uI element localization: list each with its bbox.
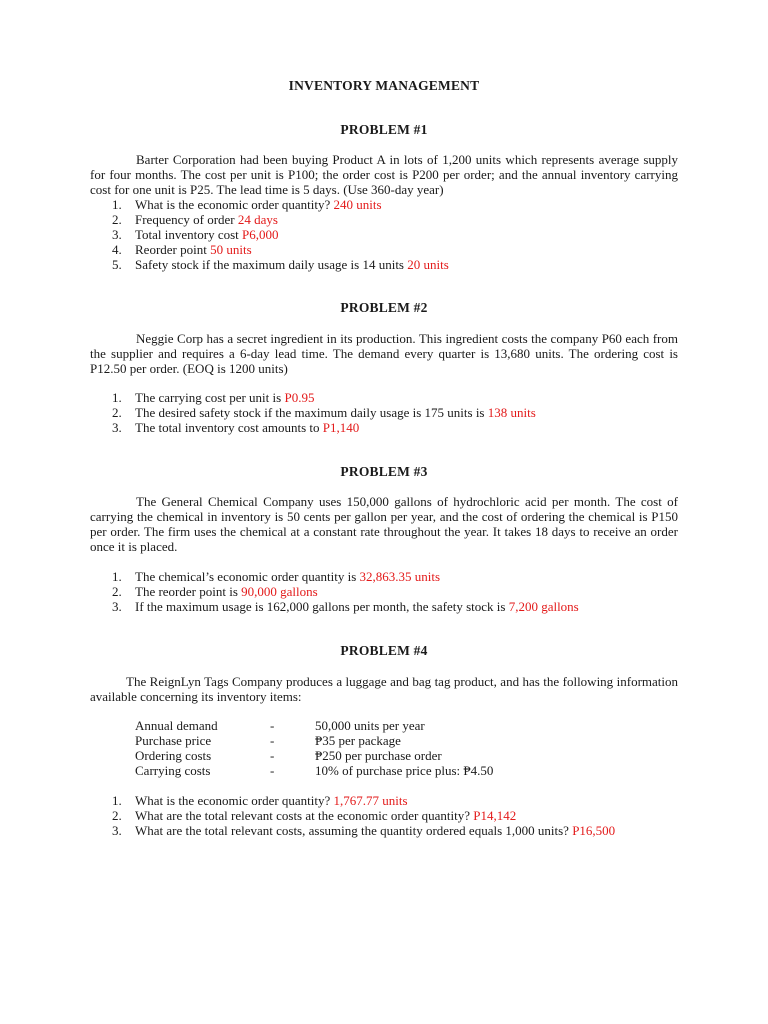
answer-text: 50 units: [210, 242, 252, 257]
item-number: 1.: [112, 390, 122, 405]
list-item: [90, 420, 678, 435]
problem-1-heading: PROBLEM #1: [340, 122, 428, 137]
problem-1-questions: [90, 197, 678, 272]
document-page: [90, 0, 678, 1024]
question-text: The chemical’s economic order quantity is: [135, 569, 360, 584]
answer-text: 24 days: [237, 212, 278, 227]
info-dash: -: [270, 763, 275, 778]
problem-2-heading: PROBLEM #2: [340, 300, 428, 315]
info-value: ₱250 per purchase order: [315, 748, 442, 763]
list-item: [90, 793, 678, 808]
info-label: Ordering costs: [135, 748, 212, 763]
item-number: 2.: [112, 212, 122, 227]
question-text: If the maximum usage is 162,000 gallons per month, the safety stock is: [135, 599, 509, 614]
info-dash: -: [270, 718, 275, 733]
question-text: Frequency of order: [135, 212, 238, 227]
list-item: [90, 242, 678, 257]
list-item: [90, 197, 678, 212]
info-label: Carrying costs: [135, 763, 211, 778]
item-number: 3.: [112, 599, 122, 614]
list-item: [90, 405, 678, 420]
answer-text: 240 units: [333, 197, 382, 212]
answer-text: P1,140: [322, 420, 360, 435]
item-number: 4.: [112, 242, 122, 257]
answer-text: P6,000: [242, 227, 279, 242]
answer-text: 7,200 gallons: [508, 599, 579, 614]
info-value: 10% of purchase price plus: ₱4.50: [315, 763, 494, 778]
answer-text: P0.95: [284, 390, 315, 405]
document-title: INVENTORY MANAGEMENT: [288, 78, 480, 93]
answer-text: P14,142: [473, 808, 517, 823]
question-text: What are the total relevant costs at the economic order quantity?: [135, 808, 474, 823]
question-text: What are the total relevant costs, assuming the quantity ordered equals 1,000 units?: [135, 823, 573, 838]
info-dash: -: [270, 748, 275, 763]
list-item: [90, 569, 678, 584]
answer-text: 90,000 gallons: [241, 584, 318, 599]
answer-text: 138 units: [487, 405, 536, 420]
list-item: [90, 808, 678, 823]
answer-text: 32,863.35 units: [359, 569, 441, 584]
problem-1-paragraph: Barter Corporation had been buying Product A in lots of 1,200 units which represents average supply for four months. The cost per unit is P100; the order cost is P200 per order; and the annual inventory carrying cost for one unit is P25. The lead time is 5 days. (Use 360-day year): [90, 152, 678, 197]
problem-2-questions: [90, 390, 678, 435]
item-number: 3.: [112, 823, 122, 838]
item-number: 5.: [112, 257, 122, 272]
info-value: 50,000 units per year: [315, 718, 425, 733]
question-text: The carrying cost per unit is: [135, 390, 285, 405]
info-dash: -: [270, 733, 275, 748]
list-item: [90, 823, 678, 838]
problem-3-questions: [90, 569, 678, 614]
problem-2-paragraph: Neggie Corp has a secret ingredient in its production. This ingredient costs the company P60 each from the supplier and requires a 6-day lead time. The demand every quarter is 13,680 units. The ordering cost is P12.50 per order. (EOQ is 1200 units): [90, 331, 678, 376]
list-item: [90, 227, 678, 242]
problem-4-questions: [90, 793, 678, 838]
item-number: 1.: [112, 793, 122, 808]
question-text: The total inventory cost amounts to: [135, 420, 323, 435]
answer-text: 1,767.77 units: [333, 793, 408, 808]
list-item: [90, 584, 678, 599]
item-number: 1.: [112, 197, 122, 212]
question-text: The desired safety stock if the maximum daily usage is 175 units is: [135, 405, 488, 420]
list-item: [90, 257, 678, 272]
list-item: [90, 599, 678, 614]
info-value: ₱35 per package: [315, 733, 401, 748]
answer-text: 20 units: [407, 257, 449, 272]
item-number: 3.: [112, 420, 122, 435]
problem-4-heading: PROBLEM #4: [340, 643, 428, 658]
question-text: Total inventory cost: [135, 227, 243, 242]
question-text: Reorder point: [135, 242, 211, 257]
item-number: 2.: [112, 584, 122, 599]
problem-3-heading: PROBLEM #3: [340, 464, 428, 479]
list-item: [90, 212, 678, 227]
problem-4-paragraph: The ReignLyn Tags Company produces a luggage and bag tag product, and has the following information available concerning its inventory items:: [90, 674, 678, 704]
answer-text: P16,500: [572, 823, 616, 838]
question-text: What is the economic order quantity?: [135, 793, 334, 808]
item-number: 3.: [112, 227, 122, 242]
question-text: The reorder point is: [135, 584, 242, 599]
question-text: Safety stock if the maximum daily usage is 14 units: [135, 257, 408, 272]
list-item: [90, 390, 678, 405]
question-text: What is the economic order quantity?: [135, 197, 334, 212]
problem-3-paragraph: The General Chemical Company uses 150,000 gallons of hydrochloric acid per month. The cost of carrying the chemical in inventory is 50 cents per gallon per year, and the cost of ordering the chemical is P150 per order. The firm uses the chemical at a constant rate throughout the year. It takes 18 days to receive an order once it is placed.: [90, 494, 678, 554]
info-label: Purchase price: [135, 733, 212, 748]
item-number: 2.: [112, 808, 122, 823]
item-number: 2.: [112, 405, 122, 420]
info-label: Annual demand: [135, 718, 218, 733]
item-number: 1.: [112, 569, 122, 584]
